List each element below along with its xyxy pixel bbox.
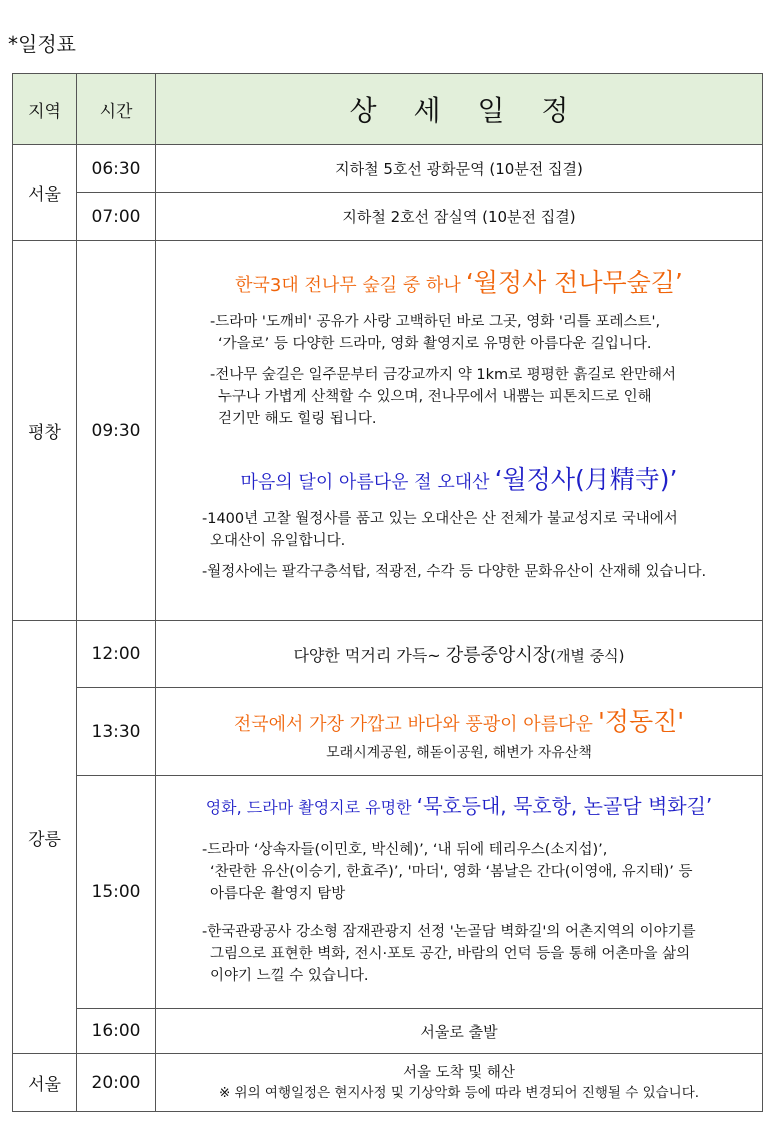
time-cell: 07:00 <box>77 193 156 241</box>
paragraph <box>202 921 754 987</box>
schedule-detail <box>156 776 763 1009</box>
section-title-small: 전국에서 가장 가깝고 바다와 풍광이 아름다운 <box>233 713 593 735</box>
table-row <box>13 688 763 776</box>
section-subtitle: 모래시계공원, 해돋이공원, 해변가 자유산책 <box>326 744 592 761</box>
header-time: 시간 <box>77 74 156 145</box>
paragraph-line: -월정사에는 팔각구층석탑, 적광전, 수각 등 다양한 문화유산이 산재해 있습니다. <box>202 564 707 580</box>
schedule-detail <box>156 1054 763 1112</box>
header-row <box>13 74 763 145</box>
market-pre: 다양한 먹거리 가득~ <box>293 646 446 665</box>
paragraph-line: 그림으로 표현한 벽화, 전시·포토 공간, 바람의 언덕 등을 통해 어촌마을 삶의 <box>210 946 691 962</box>
time-cell: 20:00 <box>77 1054 156 1112</box>
market-post: (개별 중식) <box>550 647 625 665</box>
paragraph-line: -드라마 ‘상속자들(이민호, 박신혜)’, ‘내 뒤에 테리우스(소지섭)’, <box>202 842 608 858</box>
market-name: 강릉중앙시장 <box>445 645 551 666</box>
paragraph <box>202 508 754 552</box>
paragraph <box>210 311 754 355</box>
arrival-text: 서울 도착 및 해산 <box>403 1064 515 1081</box>
section-title-big: ‘묵호등대, 묵호항, 논골담 벽화길’ <box>416 794 713 818</box>
header-region: 지역 <box>13 74 77 145</box>
table-row <box>13 776 763 1009</box>
section-title <box>164 263 754 299</box>
paragraph-line: 아름다운 촬영지 탐방 <box>210 886 346 902</box>
time-cell: 16:00 <box>77 1009 156 1054</box>
paragraph-line: 걷기만 해도 힐링 됩니다. <box>218 411 377 427</box>
section-title <box>164 460 754 496</box>
paragraph-line: -드라마 '도깨비' 공유가 사랑 고백하던 바로 그곳, 영화 '리틀 포레스트', <box>210 314 661 330</box>
paragraph-line: 이야기 느낄 수 있습니다. <box>210 968 369 984</box>
header-detail: 상 세 일 정 <box>156 74 763 145</box>
time-cell: 06:30 <box>77 145 156 193</box>
time-cell: 12:00 <box>77 621 156 688</box>
table-row <box>13 145 763 193</box>
schedule-text: 지하철 2호선 잠실역 (10분전 집결) <box>156 193 763 241</box>
paragraph <box>202 839 754 905</box>
region-seoul: 서울 <box>13 1054 77 1112</box>
schedule-text: 서울로 출발 <box>156 1009 763 1054</box>
paragraph-line: ‘가을로’ 등 다양한 드라마, 영화 촬영지로 유명한 아름다운 길입니다. <box>218 336 652 352</box>
section-title-big: ‘월정사 전나무숲길’ <box>465 268 683 297</box>
table-row <box>13 193 763 241</box>
schedule-text <box>156 621 763 688</box>
paragraph <box>210 364 754 430</box>
paragraph-line: -1400년 고찰 월정사를 품고 있는 오대산은 산 전체가 불교성지로 국내에서 <box>202 511 678 527</box>
page-title: *일정표 <box>8 32 76 56</box>
table-row <box>13 621 763 688</box>
schedule-note: ※ 위의 여행일정은 현지사정 및 기상악화 등에 따라 변경되어 진행될 수 있습니다. <box>218 1084 700 1101</box>
paragraph-line: -한국관광공사 강소형 잠재관광지 선정 '논골담 벽화길'의 어촌지역의 이야기를 <box>202 924 696 940</box>
time-cell: 09:30 <box>77 241 156 621</box>
section-title <box>164 790 754 819</box>
paragraph-line: 누구나 가볍게 산책할 수 있으며, 전나무에서 내뿜는 피톤치드로 인해 <box>218 389 652 405</box>
paragraph-line: 오대산이 유일합니다. <box>210 533 346 549</box>
section-title-small: 한국3대 전나무 숲길 중 하나 <box>235 275 461 296</box>
schedule-table <box>12 73 763 1112</box>
table-row <box>13 1009 763 1054</box>
schedule-detail <box>156 241 763 621</box>
section-title <box>156 702 762 738</box>
section-title-big: '정동진' <box>597 706 685 736</box>
section-title-small: 영화, 드라마 촬영지로 유명한 <box>205 798 412 817</box>
region-gangneung: 강릉 <box>13 621 77 1054</box>
region-seoul: 서울 <box>13 145 77 241</box>
region-pyeongchang: 평창 <box>13 241 77 621</box>
schedule-text: 지하철 5호선 광화문역 (10분전 집결) <box>156 145 763 193</box>
paragraph-line: ‘찬란한 유산(이승기, 한효주)’, '마더', 영화 ‘봄날은 간다(이영애, 유지태)’ 등 <box>210 864 693 880</box>
section-title-big: ‘월정사(月精寺)’ <box>494 465 678 494</box>
table-row <box>13 1054 763 1112</box>
section-title-small: 마음의 달이 아름다운 절 오대산 <box>240 472 490 493</box>
schedule-detail <box>156 688 763 776</box>
time-cell: 13:30 <box>77 688 156 776</box>
paragraph-line: -전나무 숲길은 일주문부터 금강교까지 약 1km로 평평한 흙길로 완만해서 <box>210 367 677 383</box>
time-cell: 15:00 <box>77 776 156 1009</box>
table-row <box>13 241 763 621</box>
paragraph <box>202 561 754 583</box>
